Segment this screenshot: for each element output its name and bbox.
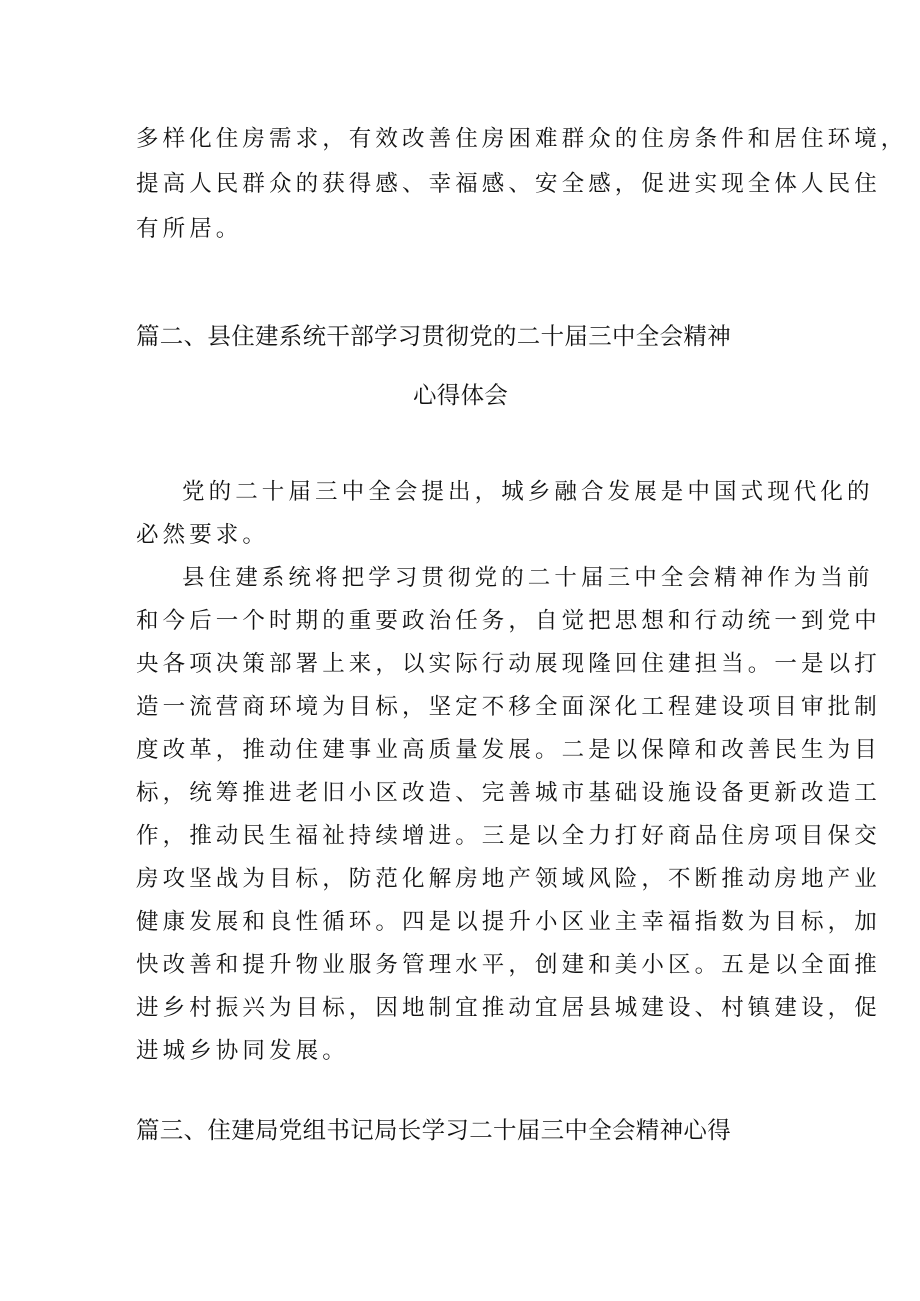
paragraph-line: 快改善和提升物业服务管理水平，创建和美小区。五是以全面推: [136, 952, 881, 978]
paragraph-line: 提高人民群众的获得感、幸福感、安全感，促进实现全体人民住: [136, 171, 881, 197]
paragraph-line: 度改革，推动住建事业高质量发展。二是以保障和改善民生为目: [136, 737, 881, 763]
paragraph-line: 进城乡协同发展。: [136, 1038, 349, 1064]
paragraph-line: 标，统筹推进老旧小区改造、完善城市基础设施设备更新改造工: [136, 780, 881, 806]
paragraph-line: 造一流营商环境为目标，坚定不移全面深化工程建设项目审批制: [136, 694, 881, 720]
paragraph-line: 和今后一个时期的重要政治任务，自觉把思想和行动统一到党中: [136, 608, 881, 634]
paragraph-line: 央各项决策部署上来，以实际行动展现隆回住建担当。一是以打: [136, 651, 881, 677]
paragraph-line: 作，推动民生福祉持续增进。三是以全力打好商品住房项目保交: [136, 823, 881, 849]
paragraph-line: 党的二十届三中全会提出，城乡融合发展是中国式现代化的: [182, 479, 874, 505]
section-title: 篇三、住建局党组书记局长学习二十届三中全会精神心得: [136, 1116, 731, 1144]
paragraph-line: 县住建系统将把学习贯彻党的二十届三中全会精神作为当前: [182, 565, 874, 591]
section-title-continuation: 心得体会: [413, 381, 509, 409]
section-title: 篇二、县住建系统干部学习贯彻党的二十届三中全会精神: [136, 322, 731, 350]
paragraph-line: 有所居。: [136, 216, 243, 242]
paragraph-line: 必然要求。: [136, 522, 270, 548]
paragraph-line: 多样化住房需求，有效改善住房困难群众的住房条件和居住环境，: [136, 126, 908, 152]
paragraph-line: 进乡村振兴为目标，因地制宜推动宜居县城建设、村镇建设，促: [136, 995, 881, 1021]
paragraph-line: 健康发展和良性循环。四是以提升小区业主幸福指数为目标，加: [136, 909, 881, 935]
paragraph-line: 房攻坚战为目标，防范化解房地产领域风险，不断推动房地产业: [136, 866, 881, 892]
